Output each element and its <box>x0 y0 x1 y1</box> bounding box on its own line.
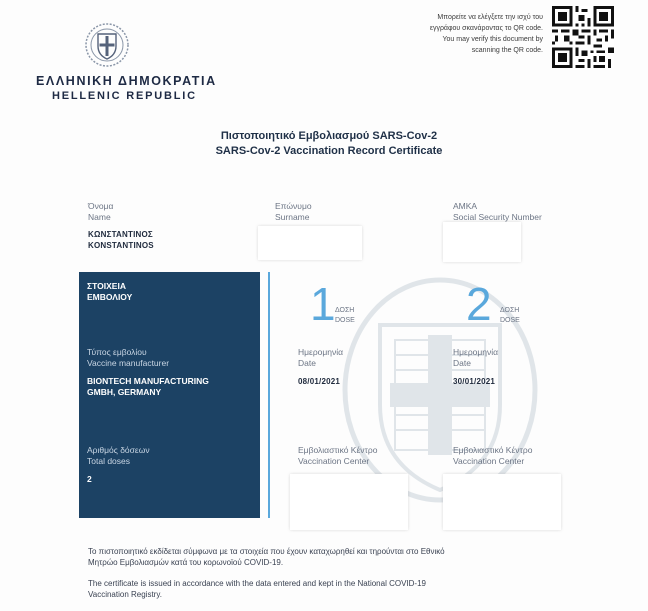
dose-2-label-greek: ΔΟΣΗ <box>500 307 520 314</box>
dose-2-date-label-greek: Ημερομηνία <box>453 347 499 357</box>
vaccine-type-label-greek: Τύπος εμβολίου <box>87 347 147 357</box>
doses-value: 2 <box>87 474 92 484</box>
certificate-title-greek: Πιστοποιητικό Εμβολιασμού SARS-Cov-2 <box>220 130 438 142</box>
manufacturer-line2: GMBH, GERMANY <box>87 387 162 397</box>
section-title-line2: ΕΜΒΟΛΙΟΥ <box>87 292 133 302</box>
footer-text-greek: Το πιστοποιητικό εκδίδεται σύμφωνα με τα στοιχεία που έχουν καταχωρηθεί και τηρούνται στο Εθνικό Μητρώο Εμβολιασμών κατά του κορωνοϊού COVID-19. <box>88 547 445 567</box>
footer-text-english: The certificate is issued in accordance with the data entered and kept in the National COVID-19 Vaccination Registry. <box>88 579 426 599</box>
qr-instructions: Μπορείτε να ελέγξετε την ισχύ του εγγράφου σκανάροντας το QR code. You may verify this document by scanning the QR code. <box>429 14 543 54</box>
name-label-greek: Όνομα <box>88 201 114 211</box>
dose-2-label-english: DOSE <box>500 317 520 324</box>
amka-label-greek: ΑΜΚΑ <box>453 201 478 211</box>
dose-1-date-label-english: Date <box>298 358 316 368</box>
dose-1-center-redacted-box <box>290 474 408 530</box>
dose-2-center-label-greek: Εμβολιαστικό Κέντρο <box>453 445 533 455</box>
manufacturer-line1: BIONTECH MANUFACTURING <box>87 376 209 386</box>
name-value-greek: ΚΩΝΣΤΑΝΤΙΝΟΣ <box>88 230 153 239</box>
dose-1-date: 08/01/2021 <box>298 377 341 386</box>
dose-1-number: 1 <box>310 278 336 330</box>
vaccine-details-panel <box>79 272 260 518</box>
republic-name-english: HELLENIC REPUBLIC <box>52 90 197 102</box>
dose-2-number: 2 <box>466 278 492 330</box>
dose-1-label-english: DOSE <box>335 317 355 324</box>
name-value-english: KONSTANTINOS <box>88 241 154 250</box>
doses-label-english: Total doses <box>87 456 130 466</box>
dose-1-center-label-english: Vaccination Center <box>298 456 370 466</box>
dose-2-center-label-english: Vaccination Center <box>453 456 525 466</box>
qr-code-icon[interactable] <box>552 6 614 68</box>
dose-1-date-label-greek: Ημερομηνία <box>298 347 344 357</box>
panel-divider <box>268 272 270 518</box>
doses-label-greek: Αριθμός δόσεων <box>87 445 150 455</box>
dose-1-center-label-greek: Εμβολιαστικό Κέντρο <box>298 445 378 455</box>
name-label-english: Name <box>88 212 111 222</box>
section-title-line1: ΣΤΟΙΧΕΙΑ <box>87 281 126 291</box>
dose-1-label-greek: ΔΟΣΗ <box>335 307 355 314</box>
certificate-title-english: SARS-Cov-2 Vaccination Record Certificate <box>215 145 443 157</box>
vaccine-type-label-english: Vaccine manufacturer <box>87 358 170 368</box>
amka-redacted-box <box>443 222 521 262</box>
surname-label-greek: Επώνυμο <box>275 201 312 211</box>
dose-2-date: 30/01/2021 <box>453 377 496 386</box>
greek-emblem-icon <box>84 22 130 68</box>
dose-2-date-label-english: Date <box>453 358 471 368</box>
amka-label-english: Social Security Number <box>453 212 542 222</box>
surname-label-english: Surname <box>275 212 310 222</box>
republic-name-greek: ΕΛΛΗΝΙΚΗ ΔΗΜΟΚΡΑΤΙΑ <box>36 74 217 88</box>
surname-redacted-box <box>258 226 362 260</box>
dose-2-center-redacted-box <box>443 474 561 530</box>
